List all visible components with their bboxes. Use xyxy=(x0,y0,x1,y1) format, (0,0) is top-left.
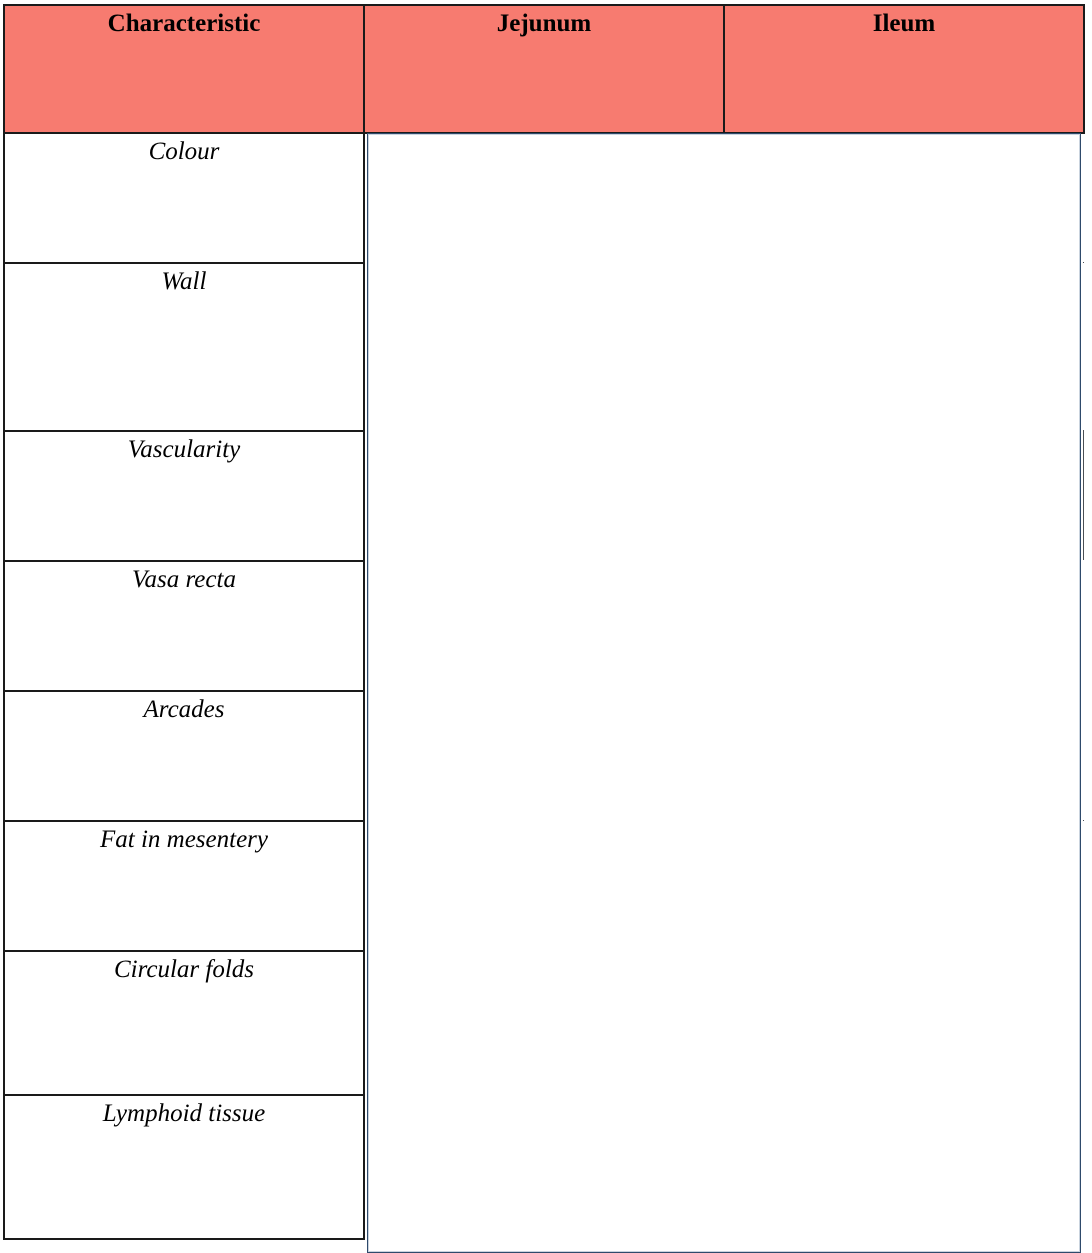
row-label-vascularity: Vascularity xyxy=(127,436,241,463)
row-label-colour: Colour xyxy=(148,138,220,165)
grid-fragment xyxy=(1083,820,1084,821)
table-row xyxy=(3,562,365,692)
row-label-lymphoid-tissue: Lymphoid tissue xyxy=(102,1100,266,1127)
table-row xyxy=(3,822,365,952)
header-characteristic: Characteristic xyxy=(5,6,365,132)
row-label-vasa-recta: Vasa recta xyxy=(132,566,236,593)
header-ileum: Ileum xyxy=(872,10,936,37)
table-row xyxy=(3,692,365,822)
table-row xyxy=(3,952,365,1096)
table-row xyxy=(3,264,365,432)
grid-fragment xyxy=(1083,430,1084,560)
row-label-wall: Wall xyxy=(161,268,207,295)
row-label-arcades: Arcades xyxy=(143,696,225,723)
header-jejunum: Jejunum xyxy=(365,6,725,132)
row-label-circular-folds: Circular folds xyxy=(113,956,255,983)
table-header-row xyxy=(3,4,1085,134)
blank-answer-area[interactable] xyxy=(367,133,1081,1253)
table-row xyxy=(3,432,365,562)
table-row xyxy=(3,134,365,264)
table-row xyxy=(3,1096,365,1240)
grid-fragment xyxy=(1083,262,1084,263)
row-label-fat-in-mesentery: Fat in mesentery xyxy=(99,826,268,853)
